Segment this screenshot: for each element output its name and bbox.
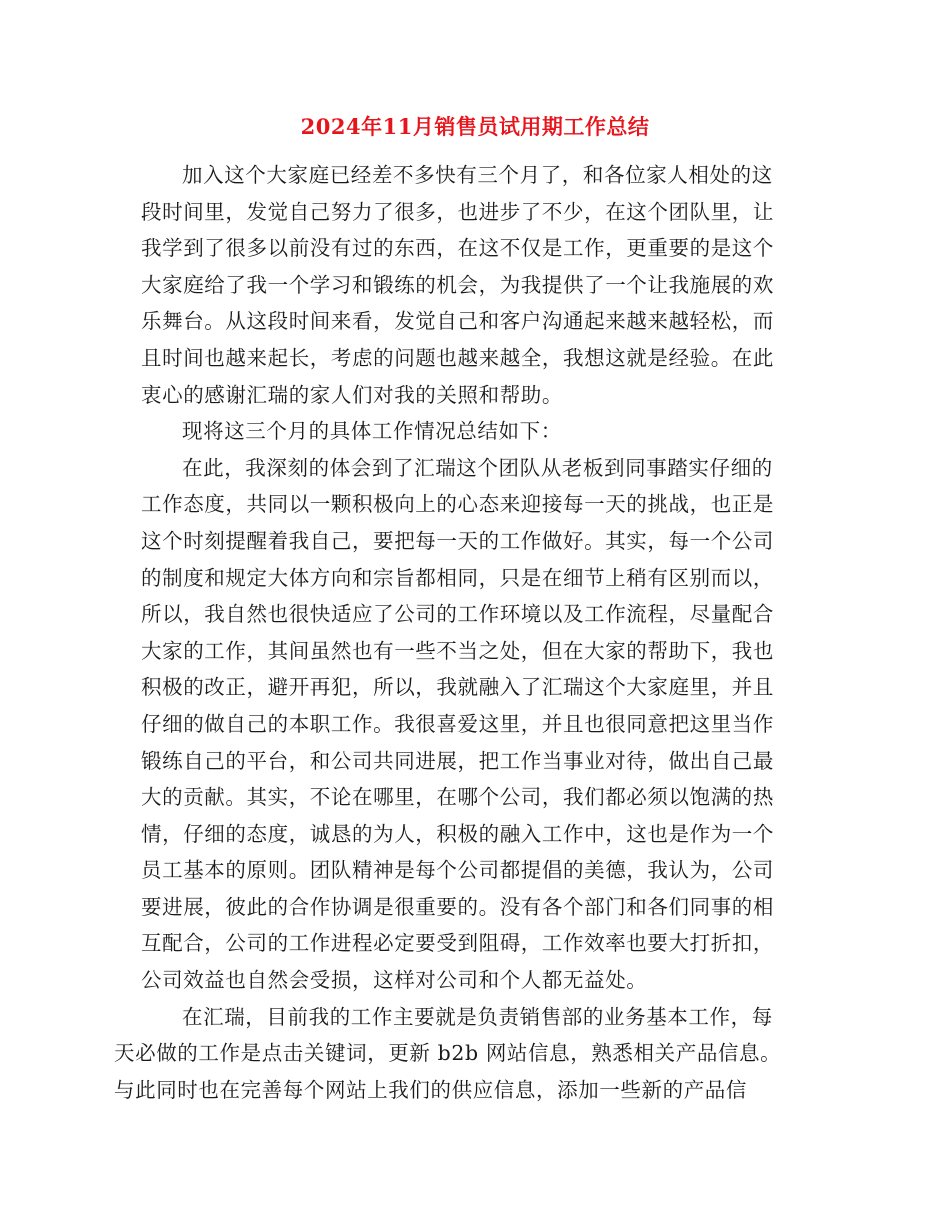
text-line: 大家的工作，其间虽然也有一些不当之处，但在大家的帮助下，我也 xyxy=(141,638,774,663)
text-line: 互配合，公司的工作进程必定要受到阻碍，工作效率也要大打折扣， xyxy=(141,931,774,956)
paragraph-summary-lead xyxy=(141,413,813,450)
text-line: 段时间里，发觉自己努力了很多，也进步了不少，在这个团队里，让 xyxy=(141,199,774,224)
text-line: 天必做的工作是点击关键词，更新 b2b 网站信息，熟悉相关产品信息。 xyxy=(114,1041,782,1066)
text-line: 积极的改正，避开再犯，所以，我就融入了汇瑞这个大家庭里，并且 xyxy=(141,675,774,700)
text-line: 现将这三个月的具体工作情况总结如下： xyxy=(182,419,562,444)
text-line: 大的贡献。其实，不论在哪里，在哪个公司，我们都必须以饱满的热 xyxy=(141,785,774,810)
text-line: 且时间也越来起长，考虑的问题也越来越全，我想这就是经验。在此 xyxy=(141,345,774,370)
text-line: 乐舞台。从这段时间来看，发觉自己和客户沟通起来越来越轻松，而 xyxy=(141,309,774,334)
text-line: 要进展，彼此的合作协调是很重要的。没有各个部门和各们同事的相 xyxy=(141,894,774,919)
text-line: 所以，我自然也很快适应了公司的工作环境以及工作流程，尽量配合 xyxy=(141,602,774,627)
document-title: 2024年11月销售员试用期工作总结 xyxy=(300,114,650,139)
document-body xyxy=(114,157,813,1108)
text-line: 大家庭给了我一个学习和锻练的机会，为我提供了一个让我施展的欢 xyxy=(141,272,774,297)
text-line: 的制度和规定大体方向和宗旨都相同，只是在细节上稍有区别而以， xyxy=(141,565,774,590)
text-line: 员工基本的原则。团队精神是每个公司都提倡的美德，我认为，公司 xyxy=(141,858,774,883)
text-line: 加入这个大家庭已经差不多快有三个月了，和各位家人相处的这 xyxy=(182,163,773,187)
text-line: 衷心的感谢汇瑞的家人们对我的关照和帮助。 xyxy=(141,382,563,407)
text-line: 工作态度，共同以一颗积极向上的心态来迎接每一天的挑战，也正是 xyxy=(141,492,774,517)
text-line: 这个时刻提醒着我自己，要把每一天的工作做好。其实，每一个公司 xyxy=(141,528,774,553)
text-line: 在此，我深刻的体会到了汇瑞这个团队从老板到同事踏实仔细的 xyxy=(182,455,773,480)
text-line: 公司效益也自然会受损，这样对公司和个人都无益处。 xyxy=(141,968,648,993)
text-line: 在汇瑞，目前我的工作主要就是负责销售部的业务基本工作，每 xyxy=(182,1004,773,1029)
text-line: 我学到了很多以前没有过的东西，在这不仅是工作，更重要的是这个 xyxy=(141,236,774,261)
text-line: 仔细的做自己的本职工作。我很喜爱这里，并且也很同意把这里当作 xyxy=(141,711,774,736)
paragraph-team-experience xyxy=(141,450,813,999)
text-line: 与此同时也在完善每个网站上我们的供应信息，添加一些新的产品信 xyxy=(114,1077,747,1102)
text-line: 情，仔细的态度，诚恳的为人，积极的融入工作中，这也是作为一个 xyxy=(141,821,774,846)
text-line: 锻练自己的平台，和公司共同进展，把工作当事业对待，做出自己最 xyxy=(141,748,774,773)
paragraph-intro xyxy=(141,157,813,413)
paragraph-current-work xyxy=(114,999,813,1109)
